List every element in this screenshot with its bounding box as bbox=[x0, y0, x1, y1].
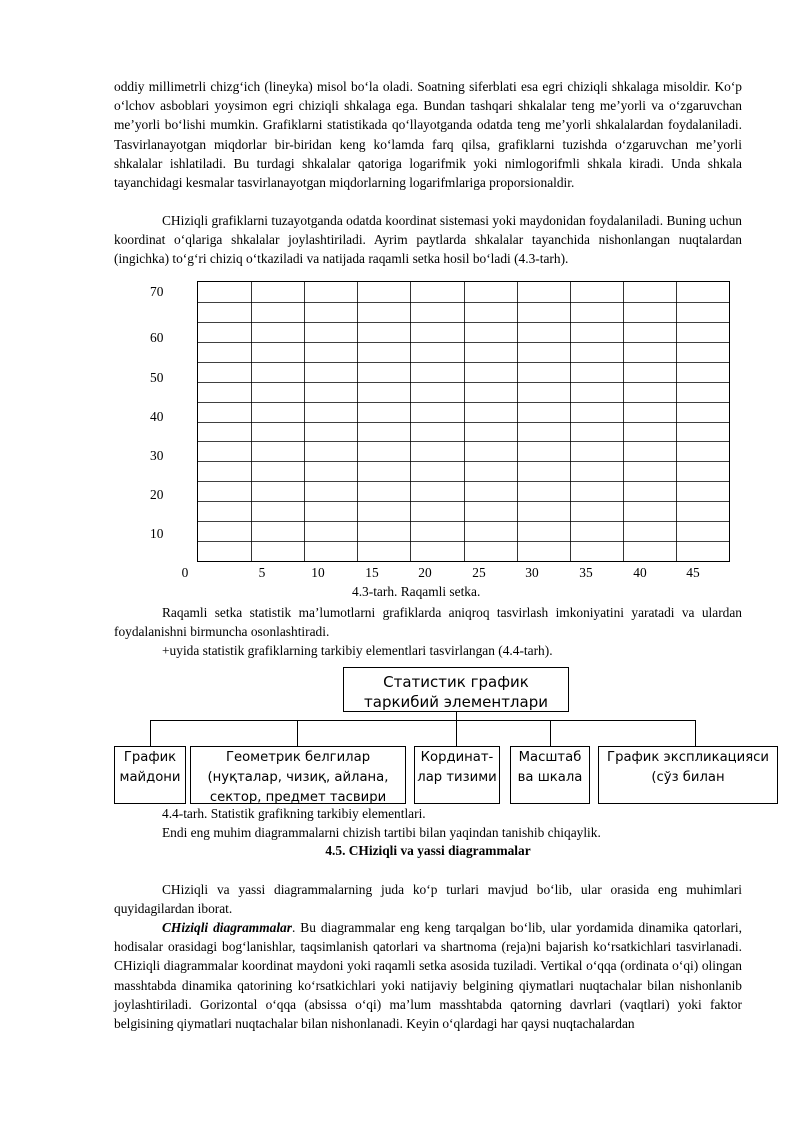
connector-line bbox=[550, 720, 551, 746]
y-tick-label: 30 bbox=[150, 448, 164, 463]
diagram-box-scale: Масштаб ва шкала bbox=[510, 746, 590, 804]
x-tick-label: 0 bbox=[181, 565, 189, 580]
connector-line bbox=[150, 720, 696, 721]
grid-lines bbox=[198, 282, 729, 561]
x-tick-label: 10 bbox=[311, 565, 325, 580]
diagram-box-field: График майдони bbox=[114, 746, 186, 804]
x-tick-label: 15 bbox=[365, 565, 379, 580]
x-tick-label: 45 bbox=[686, 565, 700, 580]
paragraph-structure-intro: +uyida statistik grafiklarning tarkibiy elementlari tasvirlangan (4.4-tarh). bbox=[162, 643, 553, 658]
connector-line bbox=[456, 712, 457, 720]
diagram-box-geometric-signs: Геометрик белгилар (нуқталар, чизиқ, айлана, сектор, предмет тасвири bbox=[190, 746, 406, 804]
connector-line bbox=[695, 720, 696, 746]
figure-caption: 4.3-tarh. Raqamli setka. bbox=[352, 584, 481, 599]
diagram-root-box: Статистик график таркибий элементлари bbox=[343, 667, 569, 712]
x-tick-label: 25 bbox=[472, 565, 486, 580]
connector-line bbox=[150, 720, 151, 746]
connector-line bbox=[456, 720, 457, 746]
paragraph-types: CHiziqli va yassi diagrammalarning juda ko‘p turlari mavjud bo‘lib, ular orasida eng muhimlari quyidagilardan iborat. bbox=[114, 882, 742, 917]
x-tick-label: 5 bbox=[258, 565, 266, 580]
y-tick-label: 20 bbox=[150, 487, 164, 502]
diagram-box-coordinates: Кординат-лар тизими bbox=[414, 746, 500, 804]
y-tick-label: 60 bbox=[150, 330, 164, 345]
numeric-grid bbox=[197, 281, 730, 562]
x-tick-label: 20 bbox=[418, 565, 432, 580]
x-tick-label: 35 bbox=[579, 565, 593, 580]
y-tick-label: 10 bbox=[150, 526, 164, 541]
y-tick-label: 50 bbox=[150, 370, 164, 385]
paragraph-grid-benefit: Raqamli setka statistik ma’lumotlarni grafiklarda aniqroq tasvirlash imkoniyatini yaratadi va ulardan foydalanishni birmuncha osonlashtiradi. bbox=[114, 605, 742, 640]
section-heading: 4.5. CHiziqli va yassi diagrammalar bbox=[325, 843, 531, 858]
connector-line bbox=[297, 720, 298, 746]
x-tick-label: 40 bbox=[633, 565, 647, 580]
paragraph-scales: oddiy millimetrli chizg‘ich (lineyka) misol bo‘la oladi. Soatning siferblati esa egri chiziqli shkalaga misoldir. Ko‘p o‘lchov asboblari yoysimon egri chiziqli shkalaga ega. Bundan tashqari shkalalar teng me’yorli va o‘zgaruvchan me’yorli bo‘lishi mumkin. Grafiklarni statistikada qo‘llayotganda odatda teng me’yorli shkalalardan foydalaniladi. Tasvirlanayotgan miqdorlar bir-biridan keng ko‘lamda farq qilsa, grafiklarni tuzishda o‘zgaruvchan me’yorli shkalalar ishlatiladi. Bu turdagi shkalalar qatoriga logarifmik yoki nimlogorifmli shkala kiradi. Unda shkala tayanchidagi kesmalar tasvirlanayotgan miqdorlarning logarifmlariga proporsionaldir. bbox=[114, 79, 742, 191]
y-tick-label: 70 bbox=[150, 284, 164, 299]
y-tick-label: 40 bbox=[150, 409, 164, 424]
x-tick-label: 30 bbox=[525, 565, 539, 580]
diagram-box-explication: График экспликацияси (сўз билан bbox=[598, 746, 778, 804]
paragraph-line-diagrams-text: . Bu diagrammalar eng keng tarqalgan bo‘lib, ular yordamida dinamika qatorlari, hodisalar orasidagi bog‘lanishlar, taqsimlanish qatorlari va shartnoma (reja)ni bajarish ko‘rsatkichlari tasvirlanadi. CHiziqli diagrammalar koordinat maydoni yoki raqamli setka asosida tuziladi. Vertikal o‘qqa (ordinata o‘qi) olingan masshtabda dinamika qatorining ko‘rsatkichlari yoki natijaviy belgining qiymatlari nuqtachalar bilan nishonlanib joylashtiriladi. Gorizontal o‘qqa (absissa o‘qi) ma’lum masshtabda qatorning davrlari (vaqtlari) yoki faktor belgisining qiymatlari nuqtachalar bilan nishonlanadi. Keyin o‘qlardagi har qaysi nuqtachalardan bbox=[114, 920, 742, 1032]
term-line-diagrams: CHiziqli diagrammalar bbox=[162, 920, 292, 935]
paragraph-coordinate-system: CHiziqli grafiklarni tuzayotganda odatda koordinat sistemasi yoki maydonidan foydalaniladi. Buning uchun koordinat o‘qlariga shkalalar joylashtiriladi. Ayrim paytlarda shkalalar tayanchida nishonlangan nuqtalardan (ingichka) to‘g‘ri chiziq o‘tkaziladi va natijada raqamli setka hosil bo‘ladi (4.3-tarh). bbox=[114, 213, 742, 267]
figure-caption: 4.4-tarh. Statistik grafikning tarkibiy elementlari. bbox=[162, 806, 426, 821]
paragraph-line-diagrams bbox=[114, 918, 742, 1033]
paragraph-next: Endi eng muhim diagrammalarni chizish tartibi bilan yaqindan tanishib chiqaylik. bbox=[162, 825, 601, 840]
